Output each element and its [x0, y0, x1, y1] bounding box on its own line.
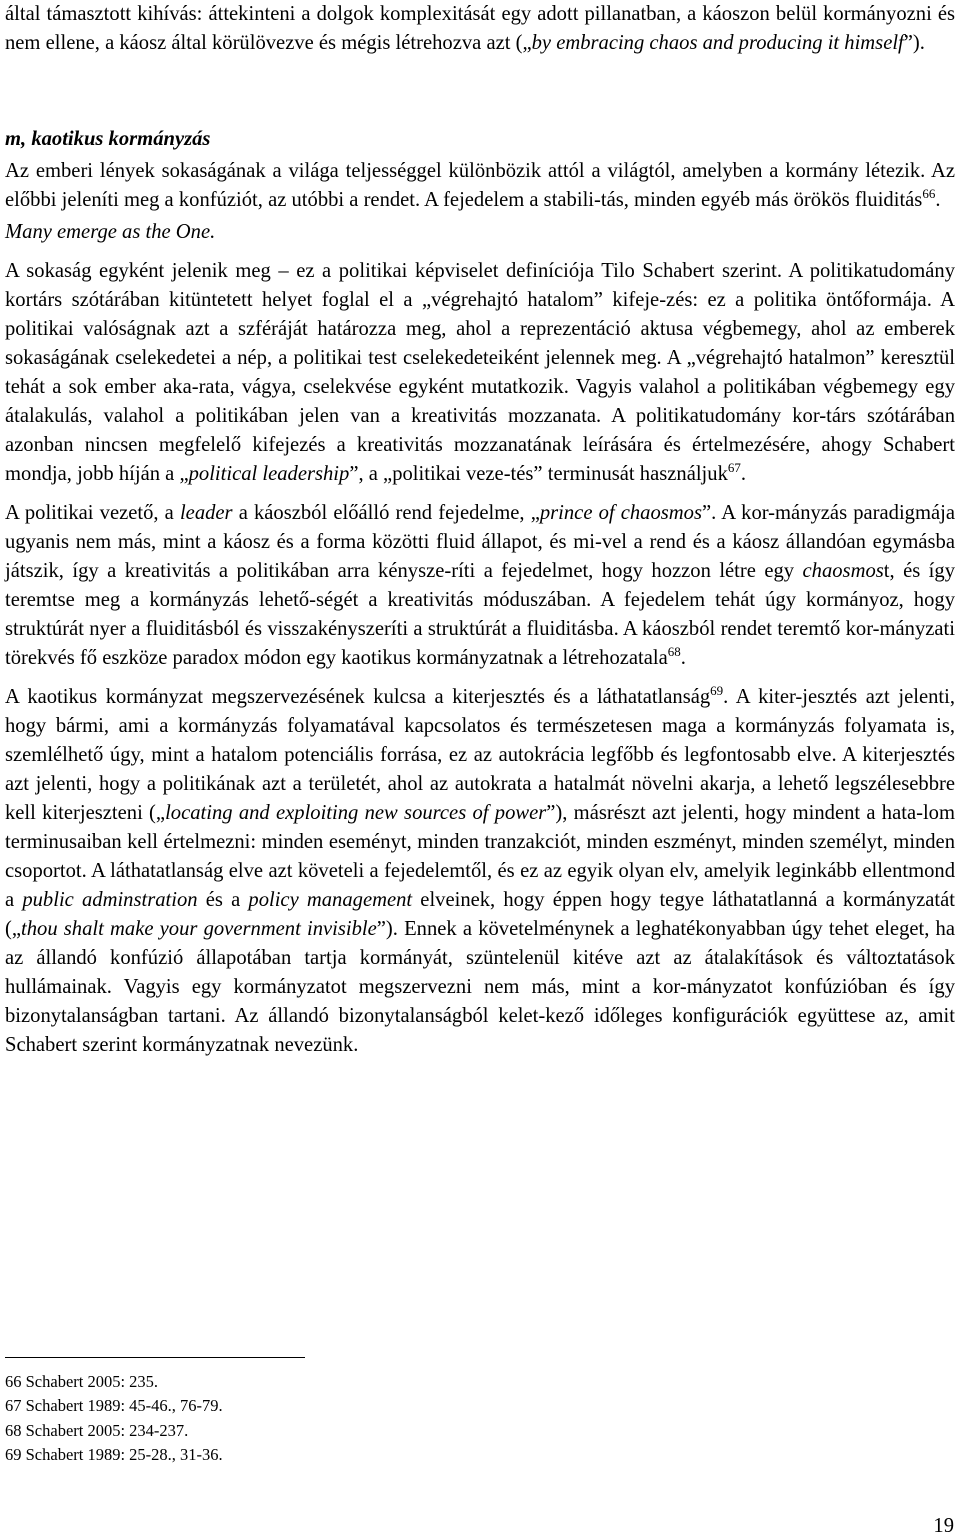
many-emerge-italic: Many emerge as the One. [5, 221, 216, 243]
footnote-ref-67[interactable]: 67 [727, 460, 741, 475]
footnote-ref-69[interactable]: 69 [710, 683, 724, 698]
footnotes [5, 1370, 223, 1467]
p4-text-3: ”. A kor-mányzás paradigmája ugyanis nem más, mint a káosz és a forma közötti fluid állapot, és mi-vel a rend és a káosz állandóan egymásba játszik, így a kreativitás a politikában arra kénysze-ríti a fejedelmet, hogy hozzon létre egy [5, 502, 955, 582]
page-body [5, 0, 955, 1060]
footnote-67: 67 Schabert 1989: 45-46., 76-79. [5, 1396, 223, 1416]
p3-text-1: A sokaság egyként jelenik meg – ez a politikai képviselet definíciója Tilo Schabert szerint. A politikatudomány kortárs szótárában kitüntetett helyet foglal el a „végrehajtó hatalom” kifeje-zés: ez a politika öntőformája. A politikai valóságnak azt a szféráját határozza meg, ahol a reprezentáció aktusa végbemegy, ahol az emberek sokaságának cselekedetei a nép, a politikai test cselekedeteiként jelennek meg. A „végrehajtó hatalmon” keresztül tehát a sok ember aka-rata, vágya, cselekvése egyként mutatkozik. Vagyis valahol a politikában végbemegy egy átalakulás, valahol a politikában jelen van a kreativitás mozzanata. A politikatudomány kor-társ szótárában azonban nincsen megfelelő kifejezés a kreativitás mozzanatának leírására és értelmezésére, ahogy Schabert mondja, jobb híján a „ [5, 260, 955, 485]
paragraph-5 [5, 683, 955, 1060]
p5-italic-3: policy management [248, 889, 413, 911]
p1-text-1: Az emberi lények sokaságának a világa teljességgel különbözik attól a világtól, amelyben a kormány létezik. Az előbbi jeleníti meg a konfúziót, az utóbbi a rendet. A fejedelem a stabili-tás, minden egyéb más örökös fluiditás [5, 160, 955, 211]
footnote-ref-68[interactable]: 68 [667, 644, 681, 659]
paragraph-many-emerge [5, 218, 955, 247]
page-number: 19 [933, 1515, 954, 1537]
p5-italic-2: public adminstration [22, 889, 198, 911]
p4-text-4: t, és így teremtse meg a kormányzás lehető-ségét a kreativitás móduszában. A fejedelem tehát úgy kormányoz, hogy struktúrát nyer a fluiditásból és visszakényszeríti a struktúrát a fluiditásba. A káoszból rendet teremtő kor-mányzati törekvés fő eszköze paradox módon egy kaotikus kormányzatnak a létrehozatala [5, 560, 955, 669]
footnote-separator [5, 1357, 305, 1358]
p4-text-1: A politikai vezető, a [5, 502, 180, 524]
p4-text-5: . [680, 647, 686, 669]
p5-text-2: . A kiter-jesztés azt jelenti, hogy bármi, ami a kormányzás folyamatával kapcsolatos és természetesen maga a kormányzás folyamata is, szemlélhető úgy, mint a hatalom potenciális forrása, ez az autokrácia legfőbb és legfontosabb elve. A kiterjesztés azt jelenti, hogy a politikának azt a területét, ahol az autokrata a hatalmát növelni akarja, a lehető legszélesebbre kell kiterjeszteni („ [5, 686, 955, 824]
p1-text-2: . [935, 189, 941, 211]
paragraph-3 [5, 257, 955, 489]
p3-text-3: . [740, 463, 747, 485]
footnote-69: 69 Schabert 1989: 25-28., 31-36. [5, 1444, 223, 1464]
footnote-66: 66 Schabert 2005: 235. [5, 1372, 159, 1391]
footnote-ref-66[interactable]: 66 [922, 186, 936, 201]
p4-italic-3: chaosmos [802, 560, 884, 582]
p5-italic-4: thou shalt make your government invisible [21, 918, 377, 940]
p3-text-2: ”, a „politikai veze-tés” terminusát használjuk [349, 463, 728, 485]
paragraph-intro [5, 0, 955, 58]
paragraph-4 [5, 499, 955, 673]
p4-italic-2: prince of chaosmos [539, 502, 702, 524]
paragraph-1 [5, 157, 955, 215]
p4-italic-1: leader [179, 502, 233, 524]
p5-text-3: ”), másrészt azt jelenti, hogy mindent a hata-lom terminusaiban kell értelmezni: minden eseményt, minden tranzakciót, minden eszményt, minden személyt, minden csoportot. A láthatatlanság elve azt követeli a fejedelemtől, és ez az egyik olyan elv, amelyik leginkább ellentmond a [5, 802, 955, 911]
footnote-68: 68 Schabert 2005: 234-237. [5, 1420, 189, 1440]
intro-text-1: által támasztott kihívás: áttekinteni a dolgok komplexitását egy adott pillanatban, a káoszon belül kormányozni és nem ellene, a káosz által körülövezve és mégis létrehozva azt („ [5, 3, 955, 54]
intro-italic: by embracing chaos and producing it himself [531, 32, 904, 54]
section-heading: m, kaotikus kormányzás [5, 128, 211, 150]
p5-text-1: A kaotikus kormányzat megszervezésének kulcsa a kiterjesztés és a láthatatlanság [5, 686, 711, 708]
p5-italic-1: locating and exploiting new sources of power [165, 802, 547, 824]
p5-text-5: elveinek, hogy éppen hogy tegye láthatatlanná a kormányzatát („ [5, 889, 955, 940]
p3-italic: political leadership [188, 463, 350, 485]
p4-text-2: a káoszból előálló rend fejedelme, „ [232, 502, 540, 524]
intro-text-2: ”). [903, 32, 925, 54]
p5-text-4: és a [197, 889, 249, 911]
p5-text-6: ”). Ennek a követelménynek a leghatékonyabban úgy tehet eleget, ha az állandó konfúzió állapotában tartja kormányát, szüntelenül kitéve azt az átalakítások és változtatások hullámainak. Vagyis egy kormányzatot megszervezni nem más, mint a kor-mányzatot konfúzióban és így bizonytalanságban tartani. Az állandó bizonytalanságból kelet-kező időleges konfigurációk együttese az, amit Schabert szerint kormányzatnak nevezünk. [5, 918, 955, 1056]
